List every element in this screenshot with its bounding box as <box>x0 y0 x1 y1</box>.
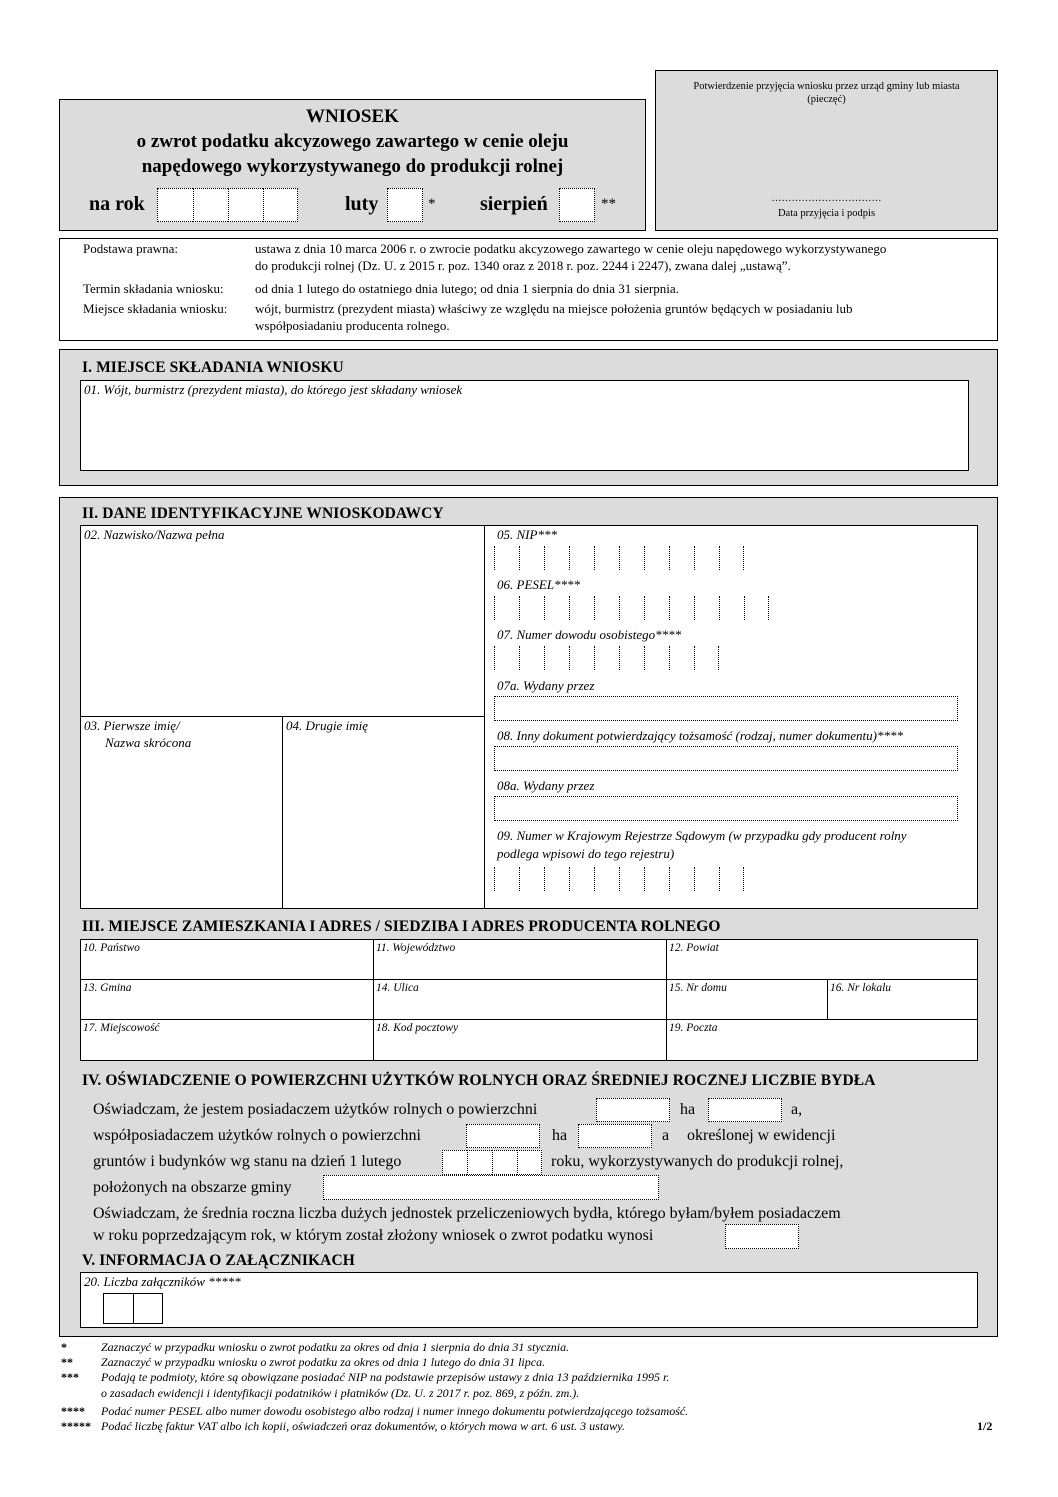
field-11-label: 11. Województwo <box>376 942 456 954</box>
section-3-title: III. MIEJSCE ZAMIESZKANIA I ADRES / SIEDZIBA I ADRES PRODUCENTA ROLNEGO <box>82 918 721 935</box>
field-08a-input[interactable] <box>494 796 958 821</box>
field-13-label: 13. Gmina <box>83 982 132 994</box>
footnote-3-mark: *** <box>61 1370 79 1384</box>
stamp-text-1: Potwierdzenie przyjęcia wniosku przez urząd gminy lub miasta <box>693 81 960 92</box>
info-box <box>59 238 998 341</box>
field-10-box[interactable] <box>80 939 374 980</box>
field-20-box <box>80 1272 978 1328</box>
field-02-box[interactable] <box>80 525 485 717</box>
field-17-box[interactable] <box>80 1019 374 1061</box>
footnote-1-mark: * <box>61 1340 67 1354</box>
stmt-ha-1: ha <box>680 1101 696 1118</box>
footnote-4-mark: **** <box>61 1404 85 1418</box>
field-19-box[interactable] <box>666 1019 978 1061</box>
krs-input[interactable] <box>494 867 744 891</box>
section-1-title: I. MIEJSCE SKŁADANIA WNIOSKU <box>82 359 344 376</box>
feb-checkbox[interactable] <box>387 188 423 222</box>
area-owner-a-input[interactable] <box>708 1098 782 1122</box>
section-2-title: II. DANE IDENTYFIKACYJNE WNIOSKODAWCY <box>82 505 444 522</box>
stmt-line4-text: położonych na obszarze gminy <box>93 1179 292 1196</box>
form-subtitle-1: o zwrot podatku akcyzowego zawartego w cenie oleju <box>136 131 569 152</box>
aug-checkbox[interactable] <box>559 188 595 222</box>
field-09-label-2: podlega wpisowi do tego rejestru) <box>497 846 675 861</box>
term-label: Termin składania wniosku: <box>83 281 224 296</box>
field-09-label-1: 09. Numer w Krajowym Rejestrze Sądowym (w przypadku gdy producent rolny <box>497 828 907 843</box>
year-feb-input[interactable] <box>442 1150 542 1175</box>
stamp-text-2: (pieczęć) <box>807 94 846 105</box>
field-07a-input[interactable] <box>494 696 958 721</box>
feb-mark: * <box>428 196 436 212</box>
right-column <box>484 525 978 909</box>
field-14-box[interactable] <box>373 979 667 1020</box>
field-16-label: 16. Nr lokalu <box>830 982 892 994</box>
attachments-count-input[interactable] <box>103 1293 163 1324</box>
stmt-line5-text: Oświadczam, że średnia roczna liczba dużych jednostek przeliczeniowych bydła, którego byłam/byłem posiadaczem <box>93 1205 841 1222</box>
area-coowner-a-input[interactable] <box>578 1124 652 1148</box>
address-grid <box>80 939 978 1061</box>
field-15-label: 15. Nr domu <box>669 982 727 994</box>
field-04-box[interactable] <box>282 716 485 909</box>
field-19-label: 19. Poczta <box>669 1022 718 1034</box>
field-01-label: 01. Wójt, burmistrz (prezydent miasta), do którego jest składany wniosek <box>84 382 463 397</box>
field-18-label: 18. Kod pocztowy <box>376 1022 459 1034</box>
year-label: na rok <box>89 193 145 215</box>
field-08-label: 08. Inny dokument potwierdzający tożsamość (rodzaj, numer dokumentu)**** <box>497 728 903 743</box>
place-text-1: wójt, burmistrz (prezydent miasta) właściwy ze względu na miejsce położenia gruntów będących w posiadaniu lub <box>255 301 853 316</box>
field-10-label: 10. Państwo <box>83 942 140 954</box>
field-18-box[interactable] <box>373 1019 667 1061</box>
footnote-3-text: Podają te podmioty, które są obowiązane posiadać NIP na podstawie przepisów ustawy z dnia 13 października 1995 r. <box>101 1370 670 1384</box>
stamp-dots: …………………………… <box>771 193 882 204</box>
commune-input[interactable] <box>323 1175 659 1200</box>
aug-label: sierpień <box>480 193 548 215</box>
basis-label: Podstawa prawna: <box>83 241 178 256</box>
page-number: 1/2 <box>977 1419 993 1433</box>
field-07-label: 07. Numer dowodu osobistego**** <box>497 627 682 642</box>
field-07a-label: 07a. Wydany przez <box>497 678 595 693</box>
footnote-3-text-cont: o zasadach ewidencji i identyfikacji podatników i płatników (Dz. U. z 2017 r. poz. 869, z późn. zm.). <box>101 1386 580 1400</box>
cattle-count-input[interactable] <box>725 1224 799 1249</box>
basis-text-1: ustawa z dnia 10 marca 2006 r. o zwrocie podatku akcyzowego zawartego w cenie oleju napędowego wykorzystywanego <box>255 241 887 256</box>
footnote-4-text: Podać numer PESEL albo numer dowodu osobistego albo rodzaj i numer innego dokumentu potwierdzającego tożsamość. <box>101 1404 689 1418</box>
place-label: Miejsce składania wniosku: <box>83 301 228 316</box>
field-05-label: 05. NIP*** <box>497 527 557 542</box>
field-03-label-2: Nazwa skrócona <box>105 735 192 750</box>
section-4-title: IV. OŚWIADCZENIE O POWIERZCHNI UŻYTKÓW ROLNYCH ORAZ ŚREDNIEJ ROCZNEJ LICZBIE BYDŁA <box>82 1072 876 1089</box>
footnote-5-mark: ***** <box>61 1419 91 1433</box>
feb-label: luty <box>345 193 379 215</box>
nip-input[interactable] <box>494 546 744 570</box>
stmt-a-comma: a, <box>791 1101 803 1118</box>
aug-mark: ** <box>601 196 616 212</box>
footnote-1-text: Zaznaczyć w przypadku wniosku o zwrot podatku za okres od dnia 1 sierpnia do dnia 31 stycznia. <box>101 1340 570 1354</box>
stmt-a: a <box>662 1127 670 1144</box>
stmt-line3-end: roku, wykorzystywanych do produkcji rolnej, <box>551 1153 844 1170</box>
year-input[interactable] <box>157 188 298 222</box>
field-06-label: 06. PESEL**** <box>497 577 581 592</box>
field-04-label: 04. Drugie imię <box>286 718 368 733</box>
field-12-label: 12. Powiat <box>669 942 719 954</box>
stamp-date-label: Data przyjęcia i podpis <box>777 208 876 219</box>
id-card-input[interactable] <box>494 646 719 670</box>
field-03-label-1: 03. Pierwsze imię/ <box>84 718 180 733</box>
field-14-label: 14. Ulica <box>376 982 419 994</box>
field-12-box[interactable] <box>666 939 978 980</box>
area-owner-ha-input[interactable] <box>596 1098 670 1122</box>
stmt-line1-text: Oświadczam, że jestem posiadaczem użytków rolnych o powierzchni <box>93 1101 538 1118</box>
field-16-box[interactable] <box>827 979 978 1020</box>
field-08a-label: 08a. Wydany przez <box>497 778 595 793</box>
field-17-label: 17. Miejscowość <box>83 1022 160 1034</box>
field-03-box[interactable] <box>80 716 283 909</box>
place-text-2: współposiadaniu producenta rolnego. <box>255 318 450 333</box>
footnote-2-text: Zaznaczyć w przypadku wniosku o zwrot podatku za okres od dnia 1 lutego do dnia 31 lipca. <box>101 1355 546 1369</box>
form-title: WNIOSEK <box>306 106 399 127</box>
area-coowner-ha-input[interactable] <box>466 1124 540 1148</box>
footnote-5-text: Podać liczbę faktur VAT albo ich kopii, oświadczeń oraz dokumentów, o których mowa w art. 6 ust. 3 ustawy. <box>101 1419 625 1433</box>
main-panel <box>59 497 998 1337</box>
field-08-input[interactable] <box>494 746 958 771</box>
field-20-label: 20. Liczba załączników ***** <box>84 1274 241 1289</box>
stmt-line2-text: współposiadaczem użytków rolnych o powierzchni <box>93 1127 421 1144</box>
field-01-box[interactable] <box>80 380 969 471</box>
field-02-label: 02. Nazwisko/Nazwa pełna <box>84 527 225 542</box>
section-1 <box>59 349 998 486</box>
stmt-line6-text: w roku poprzedzającym rok, w którym został złożony wniosek o zwrot podatku wynosi <box>93 1227 654 1244</box>
field-13-box[interactable] <box>80 979 374 1020</box>
pesel-input[interactable] <box>494 596 769 620</box>
footnote-2-mark: ** <box>61 1355 73 1369</box>
field-15-box[interactable] <box>666 979 828 1020</box>
field-11-box[interactable] <box>373 939 667 980</box>
stamp-box <box>655 70 998 231</box>
basis-text-2: do produkcji rolnej (Dz. U. z 2015 r. poz. 1340 oraz z 2018 r. poz. 2244 i 2247), zwana dalej „ustawą”. <box>255 258 791 273</box>
stmt-ha-2: ha <box>552 1127 568 1144</box>
section-5-title: V. INFORMACJA O ZAŁĄCZNIKACH <box>82 1252 355 1269</box>
stmt-line3-text: gruntów i budynków wg stanu na dzień 1 lutego <box>93 1153 402 1170</box>
title-box <box>59 99 646 231</box>
term-text: od dnia 1 lutego do ostatniego dnia lutego; od dnia 1 sierpnia do dnia 31 sierpnia. <box>255 281 679 296</box>
stmt-line2-end: określonej w ewidencji <box>687 1127 836 1144</box>
form-subtitle-2: napędowego wykorzystywanego do produkcji rolnej <box>141 156 564 177</box>
